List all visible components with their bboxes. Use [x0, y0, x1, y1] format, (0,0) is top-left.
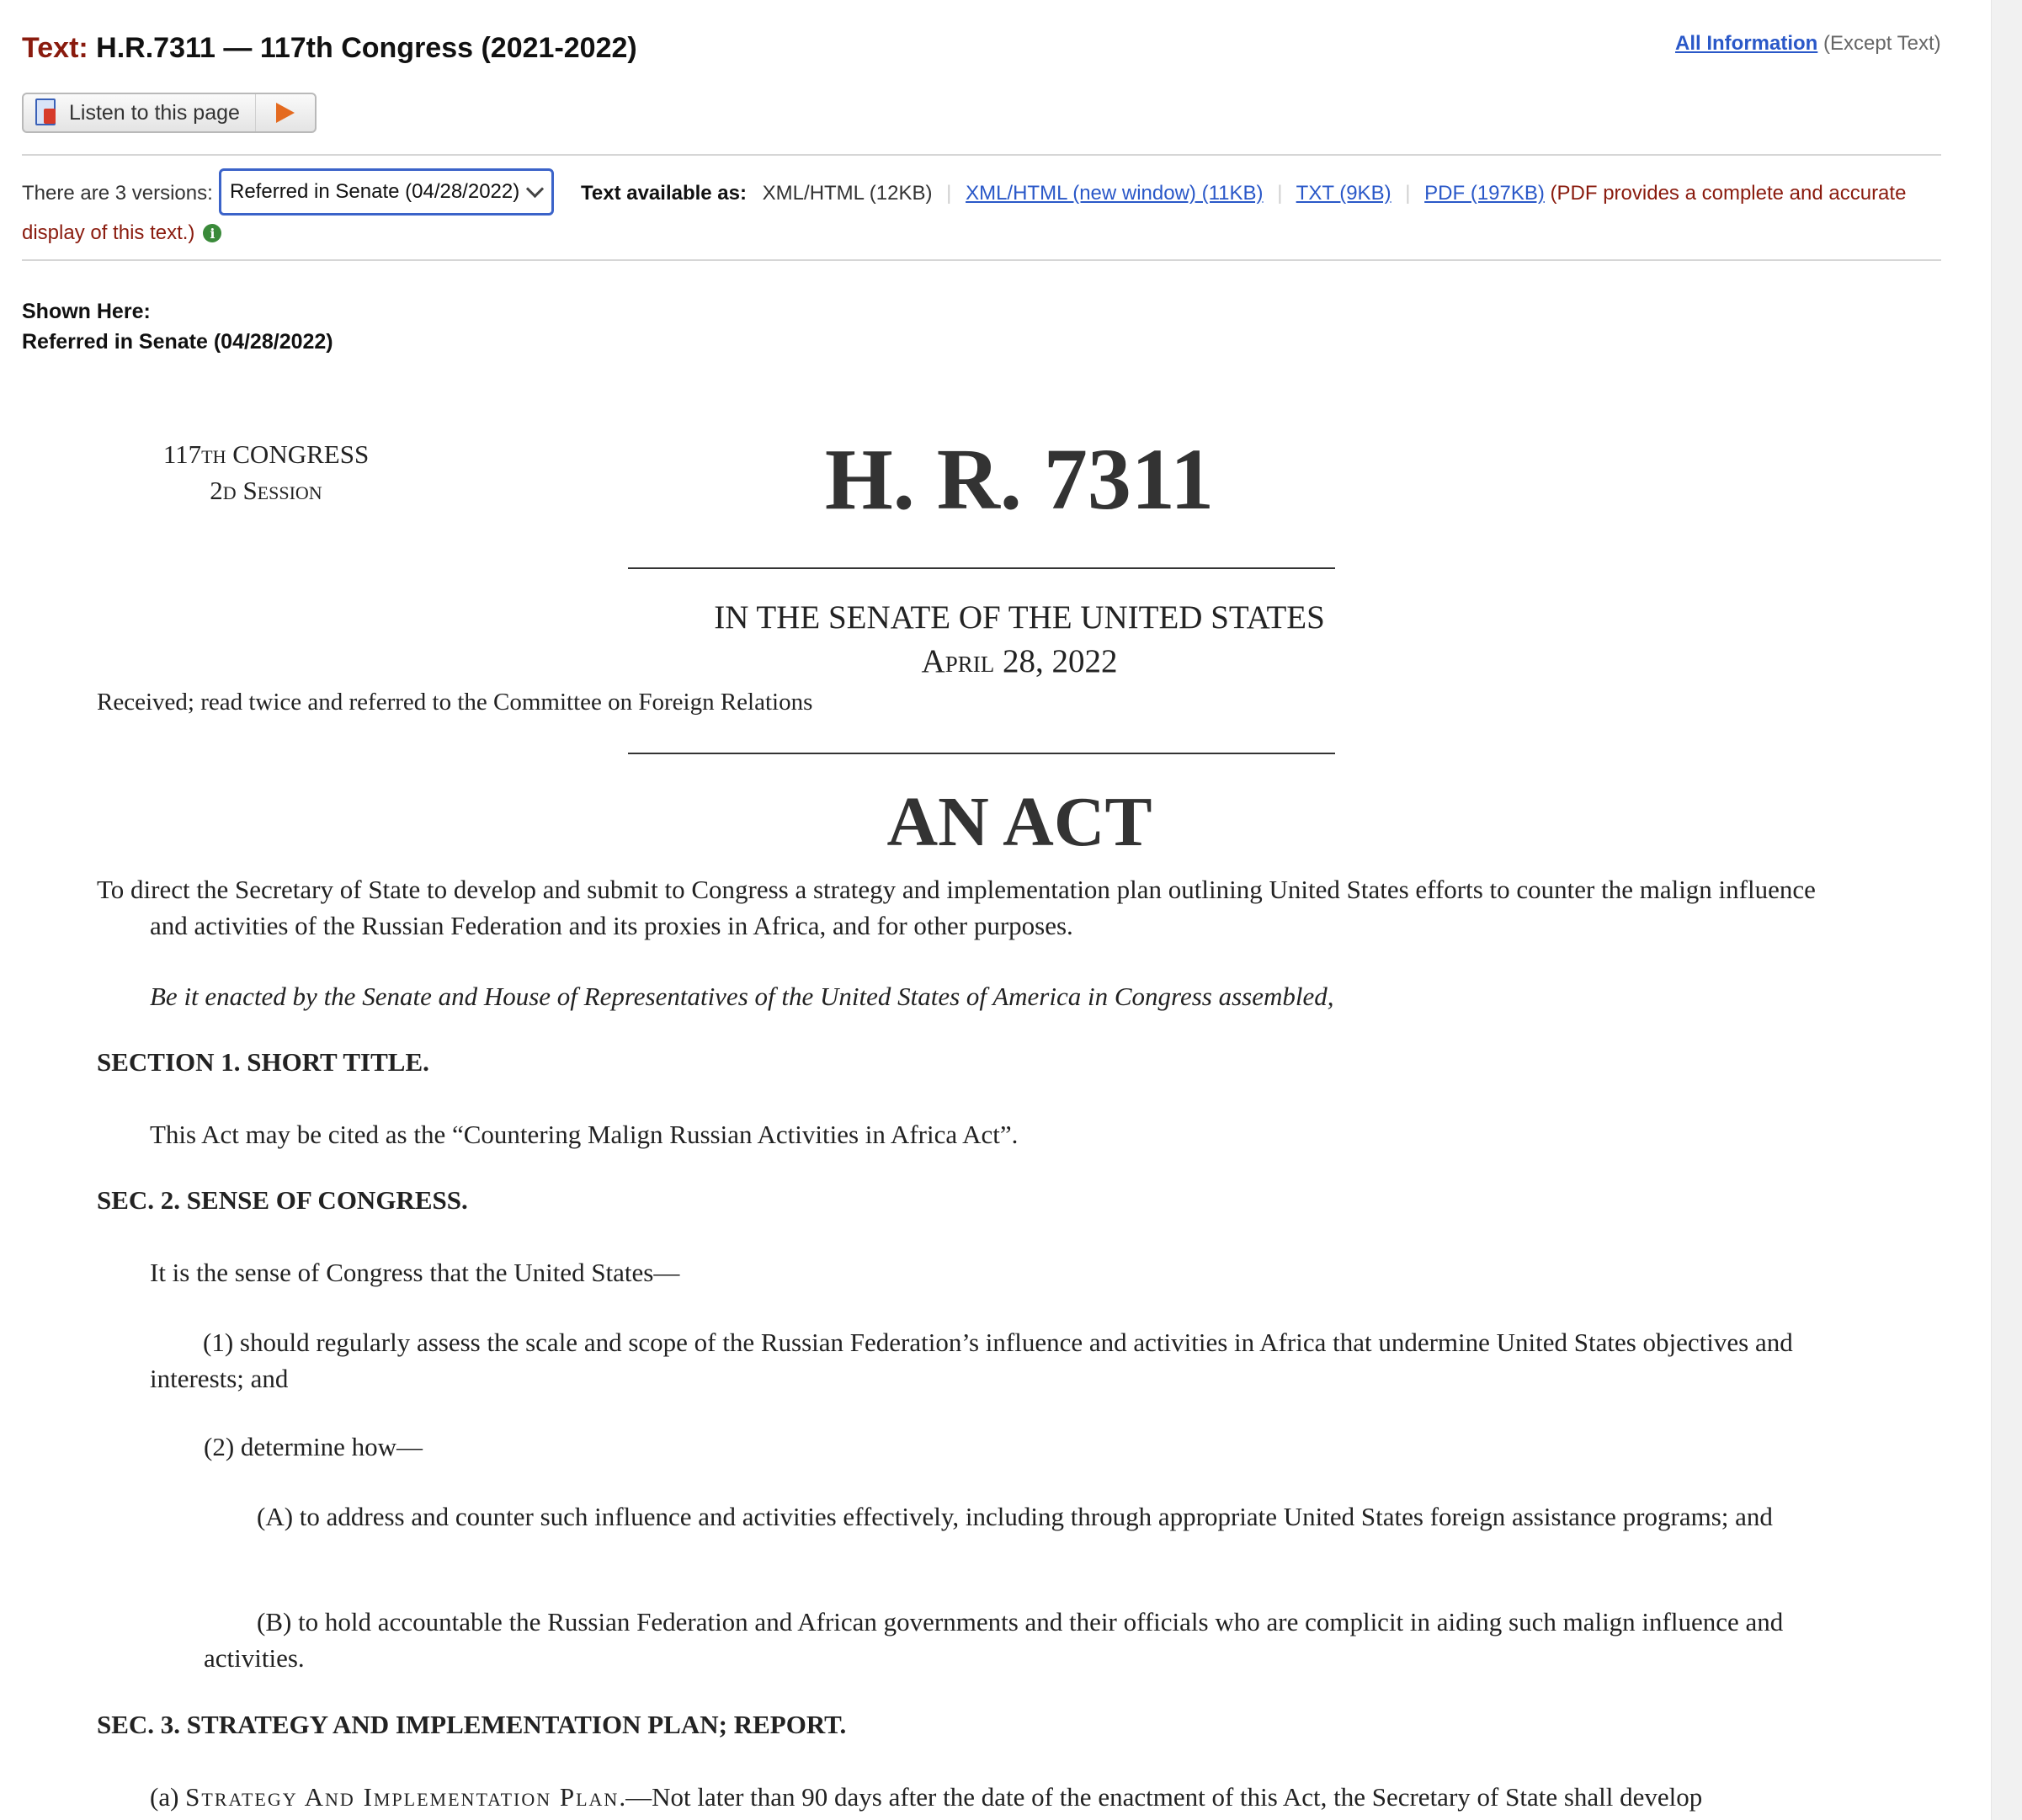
pdf-note: (PDF provides a complete and accurate: [1550, 182, 1907, 205]
chamber: IN THE SENATE OF THE UNITED STATES: [714, 599, 1325, 636]
speaker-icon: [34, 98, 59, 127]
session-line: 2d Session: [210, 476, 322, 505]
bill-purpose: To direct the Secretary of State to develop and submit to Congress a strategy and implementation plan outlining United States efforts to counter the malign influence and activities of the Russian Federation and its proxies in Africa, and for other purposes.: [97, 875, 1816, 940]
title-label: Text:: [22, 32, 88, 64]
pdf-note-text: display of this text.): [22, 221, 195, 244]
section-2-paragraph-1: (1) should regularly assess the scale and scope of the Russian Federation’s influence and activities in Africa that undermine United States objectives and interests; and: [150, 1328, 1793, 1393]
all-information-link[interactable]: All Information: [1675, 32, 1818, 55]
versions-label: There are 3 versions:: [22, 182, 213, 205]
congress-session: [152, 436, 380, 508]
chevron-down-icon: [526, 180, 544, 198]
act-heading: AN ACT: [886, 783, 1152, 861]
format-txt-link[interactable]: TXT (9KB): [1296, 182, 1391, 205]
bill-number: H. R. 7311: [824, 431, 1215, 528]
page-title: [22, 32, 637, 65]
listen-widget: [22, 93, 317, 133]
document-rule: [628, 567, 1335, 569]
shown-here: [22, 296, 333, 357]
enacting-clause: Be it enacted by the Senate and House of Representatives of the United States of America in Congress assembled,: [150, 982, 1334, 1011]
divider: [22, 259, 1941, 261]
section-2-subparagraph-b: (B) to hold accountable the Russian Federation and African governments and their officials who are complicit in aiding such malign influence and activities.: [204, 1607, 1784, 1673]
separator: |: [1405, 182, 1411, 205]
section-3-heading: SEC. 3. STRATEGY AND IMPLEMENTATION PLAN; REPORT.: [97, 1710, 847, 1739]
bill-date: April 28, 2022: [921, 643, 1118, 679]
separator: |: [1277, 182, 1283, 205]
divider: [22, 154, 1941, 156]
separator: |: [946, 182, 952, 205]
section-3-subsection-a-heading: Strategy And Implementation Plan: [185, 1782, 620, 1812]
vertical-scrollbar[interactable]: [1991, 0, 2022, 1820]
version-select[interactable]: [219, 168, 554, 216]
version-select-value: Referred in Senate (04/28/2022): [230, 180, 520, 203]
formats-label: Text available as:: [581, 182, 747, 205]
shown-here-value: Referred in Senate (04/28/2022): [22, 330, 333, 354]
info-icon[interactable]: i: [203, 224, 221, 242]
bill-title: H.R.7311 — 117th Congress (2021-2022): [96, 32, 637, 64]
section-2-heading: SEC. 2. SENSE OF CONGRESS.: [97, 1185, 468, 1215]
format-pdf-link[interactable]: PDF (197KB): [1424, 182, 1545, 205]
listen-label: Listen to this page: [69, 100, 240, 125]
play-icon: [276, 103, 295, 123]
section-2-subparagraph-a: (A) to address and counter such influence and activities effectively, including through appropriate United States foreign assistance programs; and: [257, 1502, 1773, 1531]
pdf-note-continued: [22, 221, 221, 245]
section-1-heading: SECTION 1. SHORT TITLE.: [97, 1047, 429, 1077]
format-xml-html-new-window-link[interactable]: XML/HTML (new window) (11KB): [966, 182, 1264, 205]
referral-note: Received; read twice and referred to the Committee on Foreign Relations: [97, 689, 813, 716]
shown-here-label: Shown Here:: [22, 300, 151, 323]
listen-button[interactable]: [24, 94, 256, 131]
all-information-link-group: [1675, 32, 1941, 56]
section-2-paragraph-2: (2) determine how—: [204, 1432, 423, 1461]
all-information-suffix: (Except Text): [1823, 32, 1941, 55]
section-3-subsection-a: (a) Strategy And Implementation Plan.—Not later than 90 days after the date of the enactment of this Act, the Secretary of State shall develop: [150, 1782, 1703, 1812]
section-1-text: This Act may be cited as the “Countering Malign Russian Activities in Africa Act”.: [150, 1120, 1019, 1149]
play-button[interactable]: [256, 94, 315, 131]
text-formats: [581, 182, 1906, 205]
section-2-intro: It is the sense of Congress that the United States—: [150, 1258, 680, 1287]
document-rule: [628, 753, 1335, 754]
chamber-block: [594, 596, 1445, 684]
congress-line: 117th CONGRESS: [162, 439, 370, 469]
format-xml-html-current: XML/HTML (12KB): [762, 182, 933, 205]
